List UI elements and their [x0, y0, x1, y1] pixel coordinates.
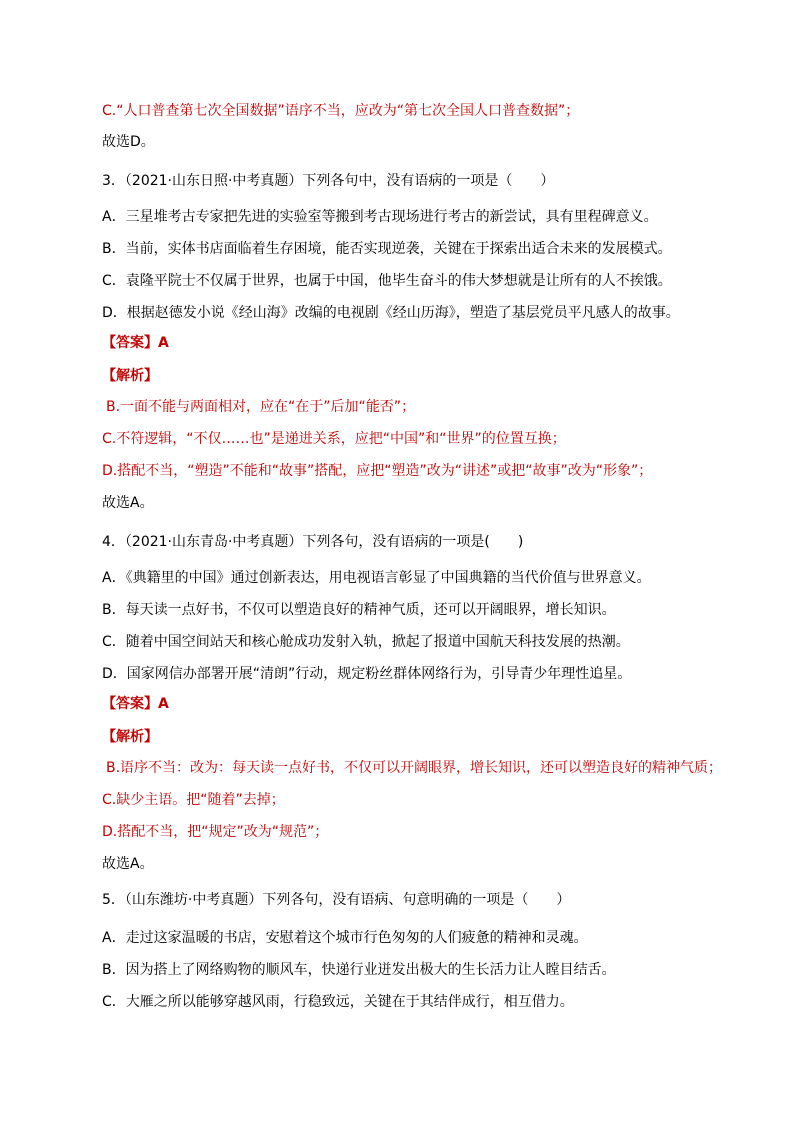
question-4-option-d: D．国家网信办部署开展“清朗”行动，规定粉丝群体网络行为，引导青少年理性追星。: [102, 666, 632, 682]
question-5-option-c: C．大雁之所以能够穿越风雨，行稳致远，关键在于其结伴成行，相互借力。: [102, 994, 574, 1010]
question-4-option-a: A．《典籍里的中国》通过创新表达，用电视语言彰显了中国典籍的当代价值与世界意义。: [102, 570, 651, 586]
question-3-explanation-b: B.一面不能与两面相对，应在“在于”后加“能否”；: [106, 399, 416, 415]
question-3-explanation-c: C.不符逻辑，“不仅……也”是递进关系，应把“中国”和“世界”的位置互换；: [102, 431, 566, 447]
question-4-explanation-b: B.语序不当：改为：每天读一点好书，不仅可以开阔眼界，增长知识，还可以塑造良好的精神气质；: [106, 760, 723, 776]
question-5-option-b: B．因为搭上了网络购物的顺风车，快递行业迸发出极大的生长活力让人瞠目结舌。: [102, 962, 616, 978]
question-3-conclusion: 故选A。: [102, 495, 154, 511]
question-4-conclusion: 故选A。: [102, 856, 154, 872]
explanation-line-c-prev: C.“人口普查第七次全国数据”语序不当，应改为“第七次全国人口普查数据”；: [102, 103, 580, 119]
question-4-explanation-c: C.缺少主语。把“随着”去掉；: [102, 792, 285, 808]
question-4-option-b: B．每天读一点好书，不仅可以塑造良好的精神气质，还可以开阔眼界，增长知识。: [102, 602, 616, 618]
question-5-stem: 5．（山东潍坊·中考真题）下列各句，没有语病、句意明确的一项是（ ）: [102, 892, 571, 908]
question-3-option-c: C．袁隆平院士不仅属于世界，也属于中国，他毕生奋斗的伟大梦想就是让所有的人不挨饿。: [102, 273, 672, 289]
question-4-answer: 【答案】A: [102, 696, 169, 712]
question-3-option-b: B．当前，实体书店面临着生存困境，能否实现逆袭，关键在于探索出适合未来的发展模式。: [102, 241, 672, 257]
conclusion-line-prev: 故选D。: [102, 134, 155, 150]
question-5-option-a: A．走过这家温暖的书店，安慰着这个城市行色匆匆的人们疲惫的精神和灵魂。: [102, 930, 588, 946]
question-3-option-d: D．根据赵德发小说《经山海》改编的电视剧《经山历海》，塑造了基层党员平凡感人的故事。: [102, 305, 680, 321]
question-4-explanation-d: D.搭配不当，把“规定”改为“规范”；: [102, 824, 329, 840]
question-3-analysis-heading: 【解析】: [102, 368, 158, 384]
question-3-answer: 【答案】A: [102, 335, 169, 351]
question-3-stem: 3．（2021·山东日照·中考真题）下列各句中，没有语病的一项是（ ）: [102, 173, 555, 189]
question-4-analysis-heading: 【解析】: [102, 729, 158, 745]
question-4-option-c: C．随着中国空间站天和核心舱成功发射入轨，掀起了报道中国航天科技发展的热潮。: [102, 634, 630, 650]
question-3-option-a: A．三星堆考古专家把先进的实验室等搬到考古现场进行考古的新尝试，具有里程碑意义。: [102, 209, 658, 225]
question-4-stem: 4．（2021·山东青岛·中考真题）下列各句，没有语病的一项是( ): [102, 534, 524, 550]
question-3-explanation-d: D.搭配不当，“塑造”不能和“故事”搭配，应把“塑造”改为“讲述”或把“故事”改为“形象”；: [102, 463, 653, 479]
